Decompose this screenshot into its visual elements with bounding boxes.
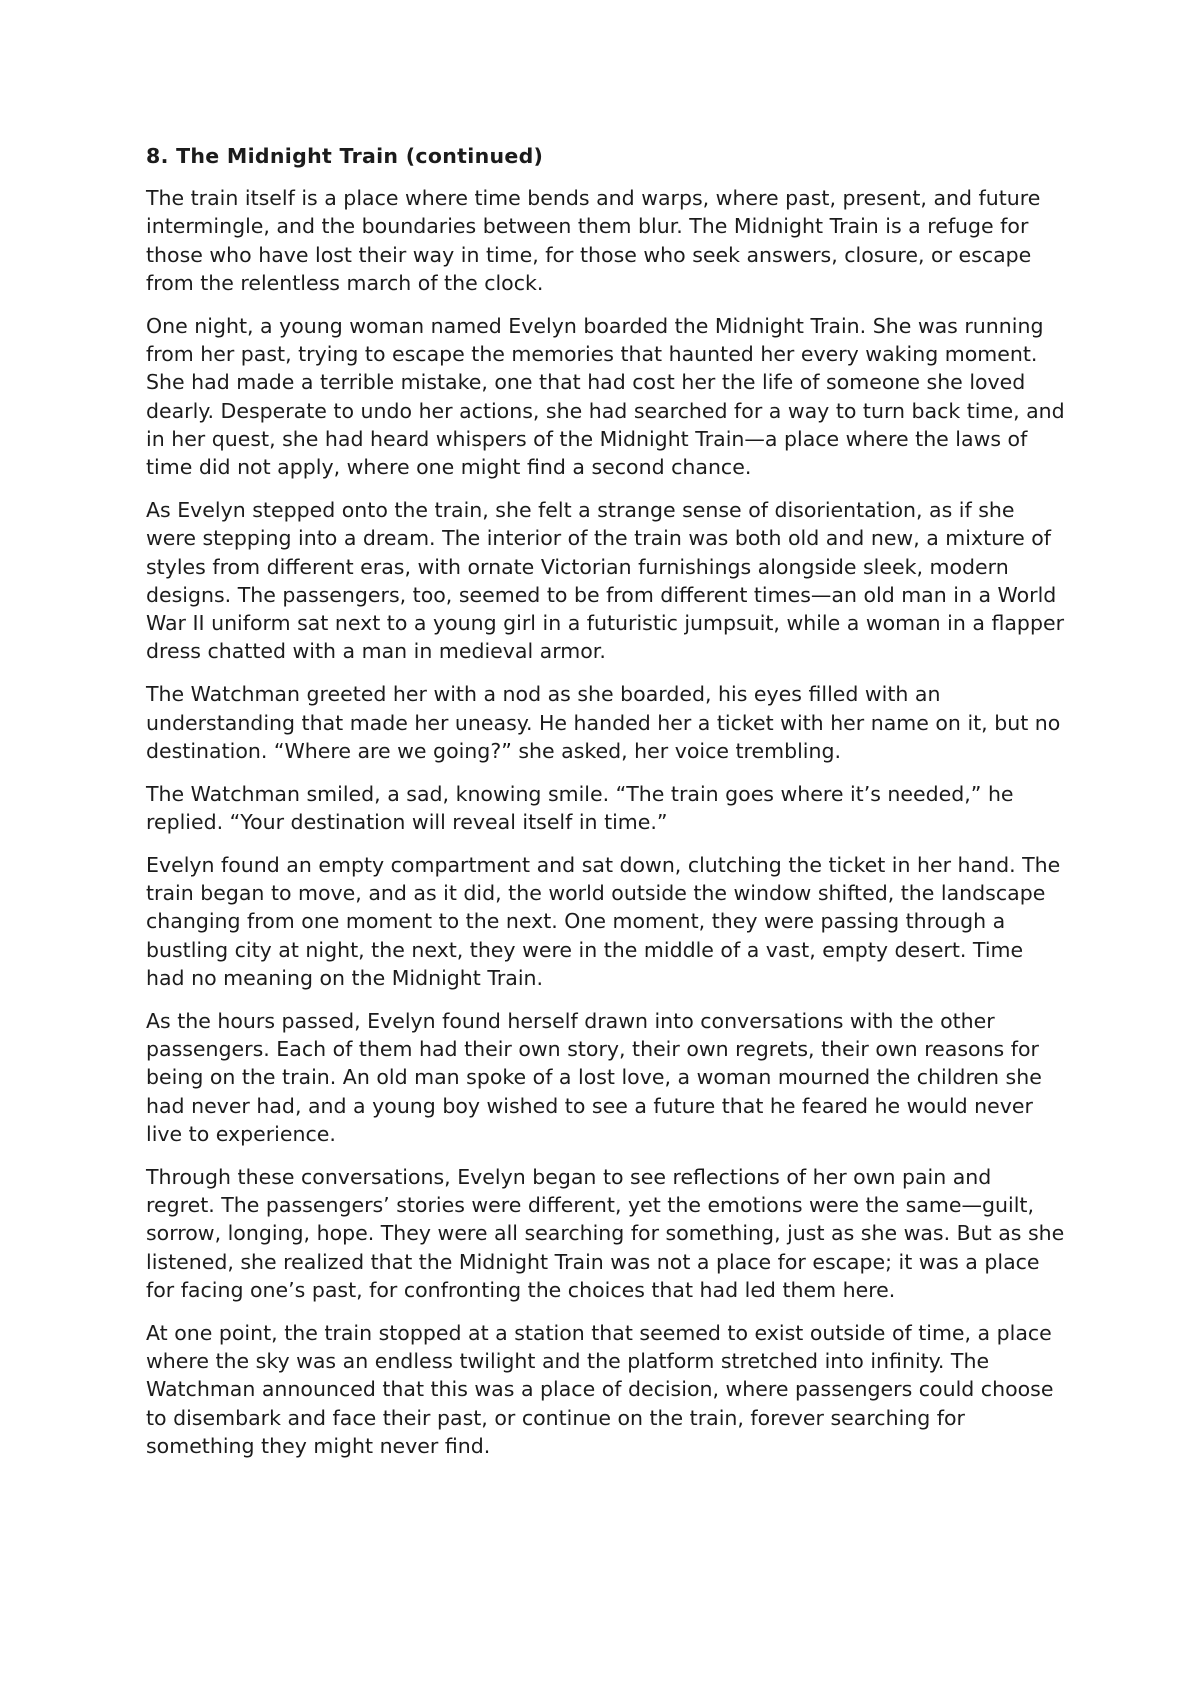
paragraph-4: The Watchman greeted her with a nod as she boarded, his eyes filled with an understanding that made her uneasy. He handed her a ticket with her name on it, but no destination. “Where are we going?” she asked, her voice trembling.: [146, 682, 1061, 763]
document-body: [146, 142, 1066, 1475]
paragraph-3: As Evelyn stepped onto the train, she felt a strange sense of disorientation, as if she were stepping into a dream. The interior of the train was both old and new, a mixture of styles from different eras, with ornate Victorian furnishings alongside sleek, modern designs. The passengers, too, seemed to be from different times—an old man in a World War II uniform sat next to a young girl in a futuristic jumpsuit, while a woman in a flapper dress chatted with a man in medieval armor.: [146, 497, 1064, 664]
paragraph-9: At one point, the train stopped at a station that seemed to exist outside of time, a place where the sky was an endless twilight and the platform stretched into infinity. The Watchman announced that this was a place of decision, where passengers could choose to disembark and face their past, or continue on the train, forever searching for something they might never find.: [146, 1320, 1054, 1458]
paragraph-5: The Watchman smiled, a sad, knowing smile. “The train goes where it’s needed,” he replied. “Your destination will reveal itself in time.”: [146, 781, 1014, 834]
paragraph-1: The train itself is a place where time bends and warps, where past, present, and future intermingle, and the boundaries between them blur. The Midnight Train is a refuge for those who have lost their way in time, for those who seek answers, closure, or escape from the relentless march of the clock.: [146, 186, 1041, 295]
paragraph-6: Evelyn found an empty compartment and sat down, clutching the ticket in her hand. The train began to move, and as it did, the world outside the window shifted, the landscape changing from one moment to the next. One moment, they were passing through a bustling city at night, the next, they were in the middle of a vast, empty desert. Time had no meaning on the Midnight Train.: [146, 852, 1061, 990]
section-heading: 8. The Midnight Train (continued): [146, 144, 544, 168]
paragraph-8: Through these conversations, Evelyn began to see reflections of her own pain and regret. The passengers’ stories were different, yet the emotions were the same—guilt, sorrow, longing, hope. They were all searching for something, just as she was. But as she listened, she realized that the Midnight Train was not a place for escape; it was a place for facing one’s past, for confronting the choices that had led them here.: [146, 1164, 1065, 1302]
paragraph-2: One night, a young woman named Evelyn boarded the Midnight Train. She was running from her past, trying to escape the memories that haunted her every waking moment. She had made a terrible mistake, one that had cost her the life of someone she loved dearly. Desperate to undo her actions, she had searched for a way to turn back time, and in her quest, she had heard whispers of the Midnight Train—a place where the laws of time did not apply, where one might find a second chance.: [146, 313, 1065, 480]
paragraph-7: As the hours passed, Evelyn found herself drawn into conversations with the other passengers. Each of them had their own story, their own regrets, their own reasons for being on the train. An old man spoke of a lost love, a woman mourned the children she had never had, and a young boy wished to see a future that he feared he would never live to experience.: [146, 1008, 1042, 1146]
